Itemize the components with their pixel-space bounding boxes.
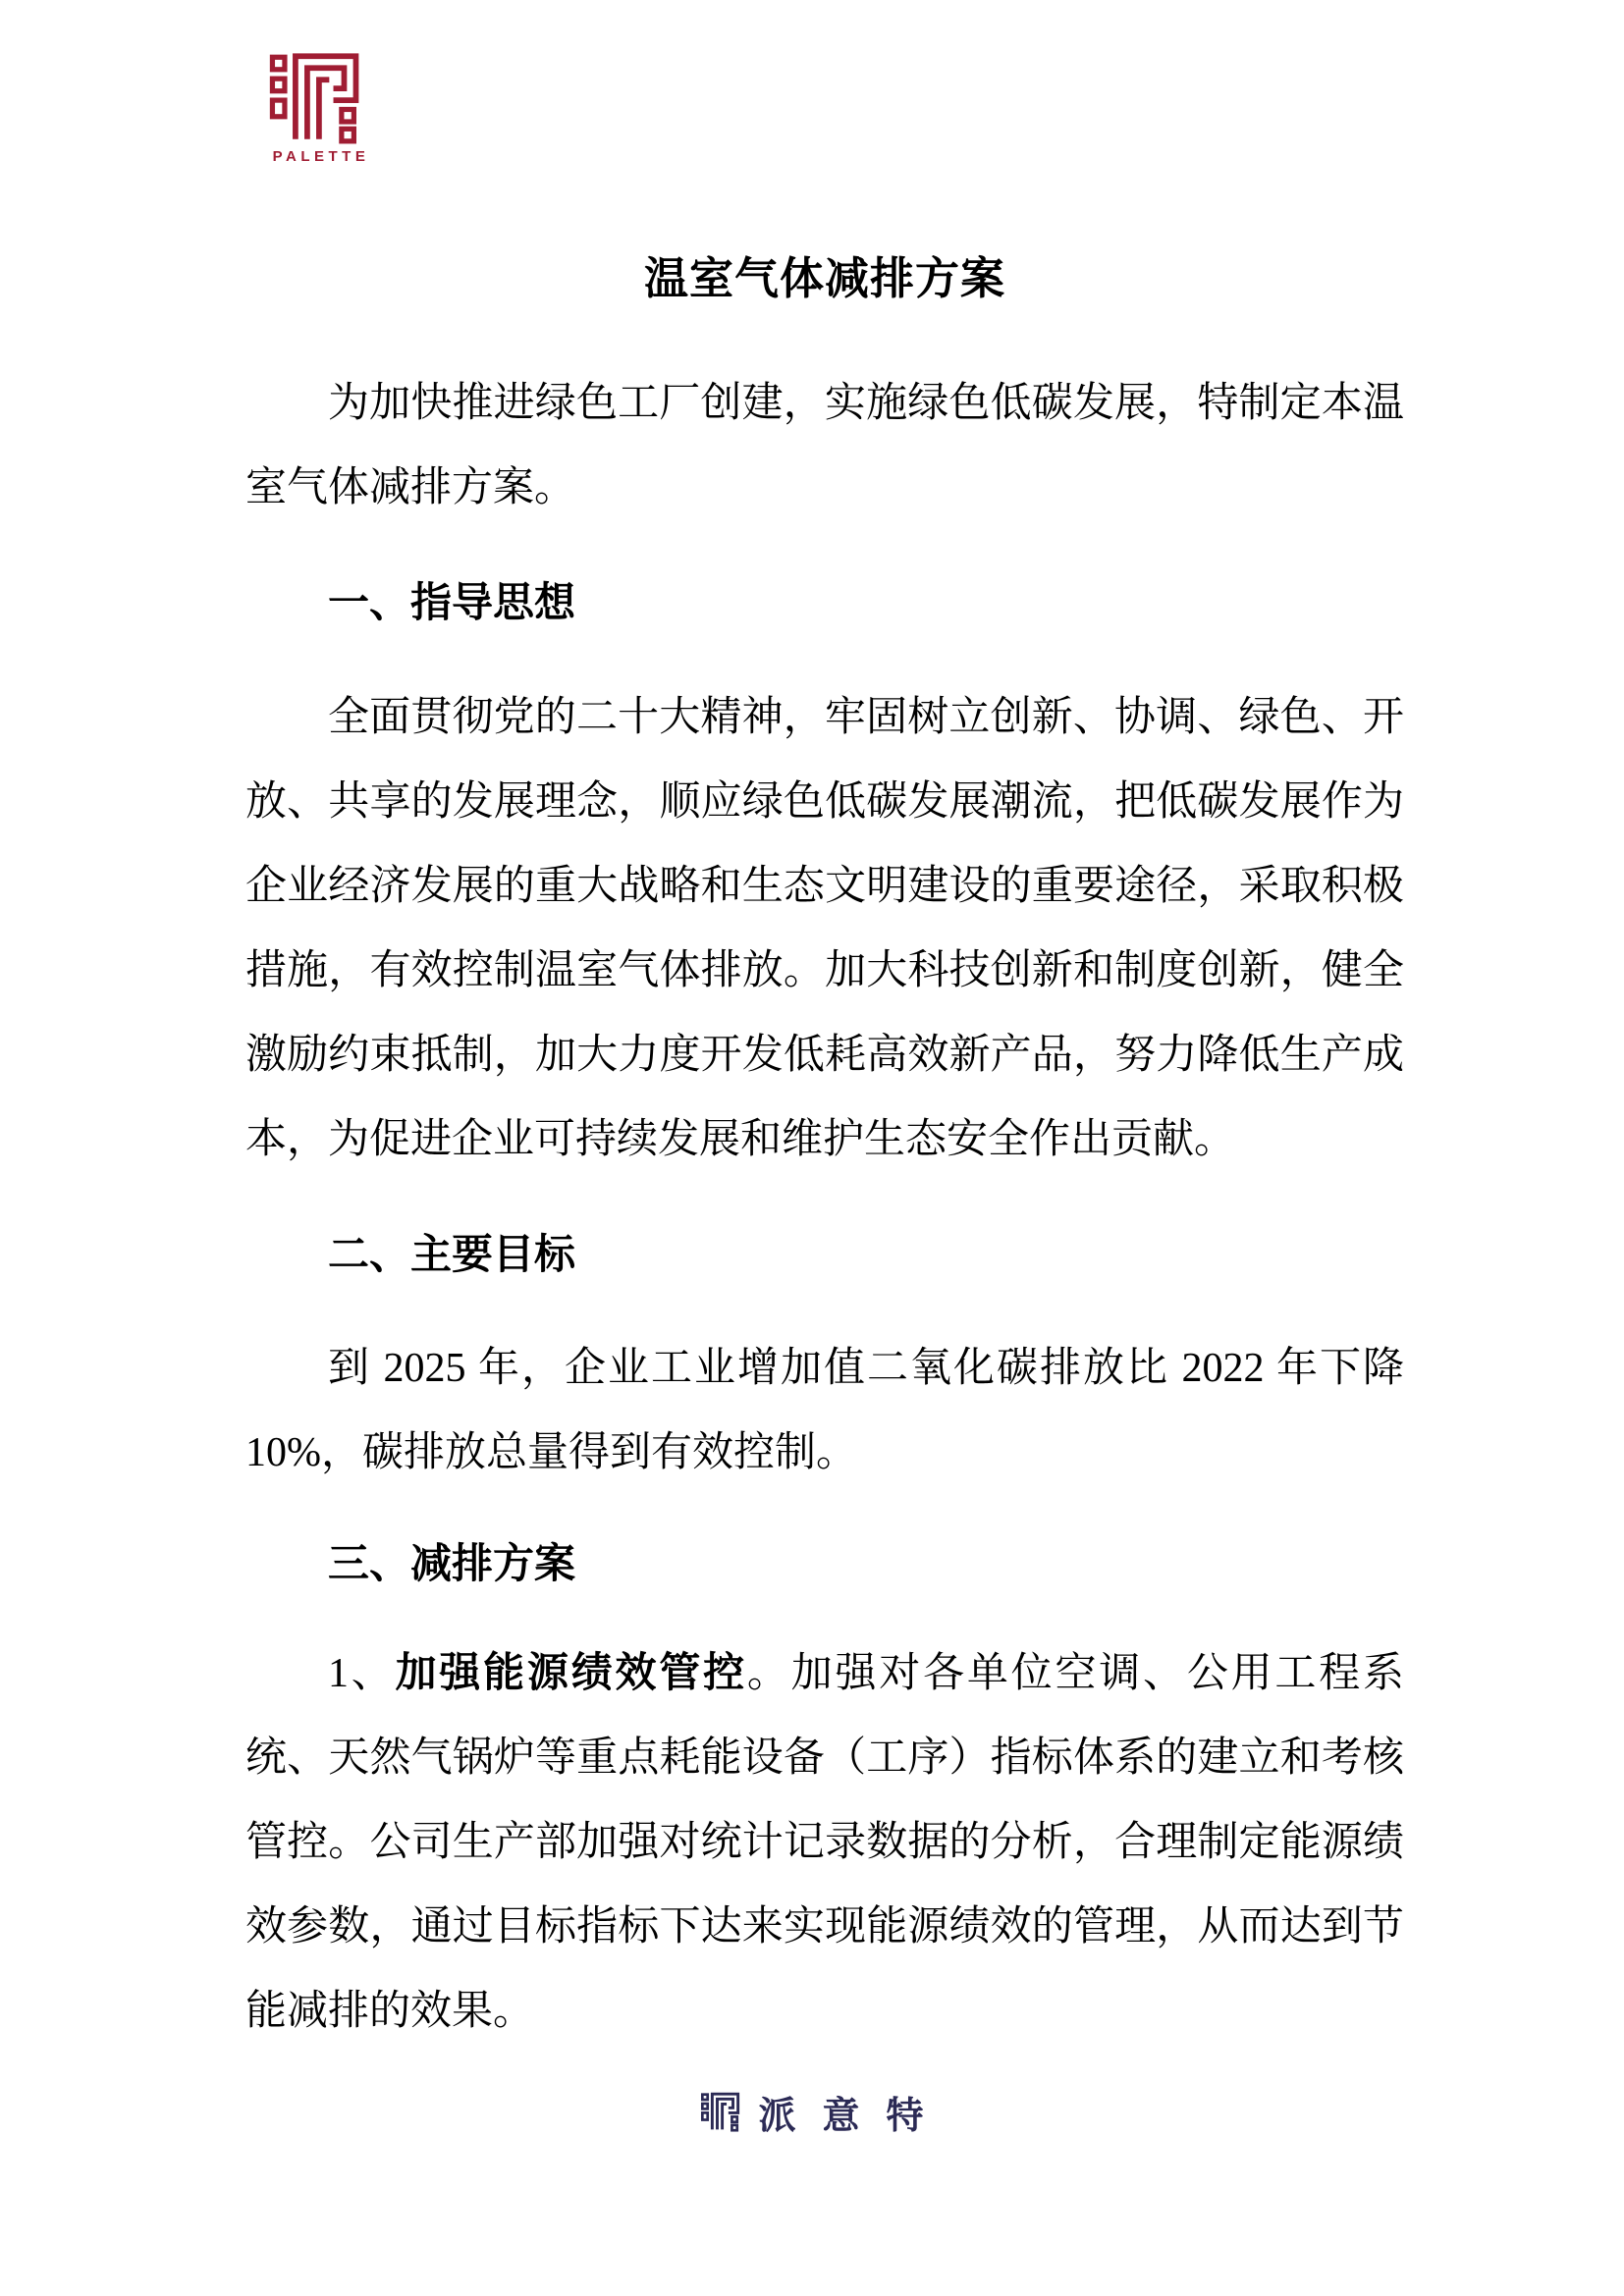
plan-item-body: 。加强对各单位空调、公用工程系统、天然气锅炉等重点耗能设备（工序）指标体系的建立和考核管控。公司生产部加强对统计记录数据的分析，合理制定能源绩效参数，通过目标指标下达来实现能源绩效的管理，从而达到节能减排的效果。 <box>245 1651 1404 2034</box>
paiyite-maze-p-icon <box>700 2092 746 2132</box>
section-heading-main-goals: 二、主要目标 <box>328 1231 576 1277</box>
plan-item-title: 加强能源绩效管控 <box>395 1649 747 1695</box>
palette-logo <box>263 51 379 165</box>
section-body-guiding-ideology: 全面贯彻党的二十大精神，牢固树立创新、协调、绿色、开放、共享的发展理念，顺应绿色低碳发展潮流，把低碳发展作为企业经济发展的重大战略和生态文明建设的重要途径，采取积极措施，有效控制温室气体排放。加大科技创新和制度创新，健全激励约束抵制，加大力度开发低耗高效新产品，努力降低生产成本，为促进企业可持续发展和维护生态安全作出贡献。 <box>245 695 1404 1162</box>
section-heading-reduction-plan: 三、减排方案 <box>328 1540 576 1586</box>
footer-brand-text: 派意特 <box>758 2096 950 2137</box>
reduction-plan-item-1 <box>245 1630 1404 2054</box>
footer-brand <box>0 2085 1624 2139</box>
section-heading-guiding-ideology: 一、指导思想 <box>328 579 576 625</box>
palette-logo-text: PALETTE <box>272 148 370 165</box>
plan-item-number: 1、 <box>328 1651 396 1696</box>
document-title: 温室气体减排方案 <box>643 254 1005 303</box>
section-body-main-goals: 到 2025 年，企业工业增加值二氧化碳排放比 2022 年下降 10%，碳排放总量得到有效控制。 <box>245 1346 1404 1475</box>
intro-paragraph: 为加快推进绿色工厂创建，实施绿色低碳发展，特制定本温室气体减排方案。 <box>245 381 1404 510</box>
palette-maze-p-icon <box>266 51 376 145</box>
